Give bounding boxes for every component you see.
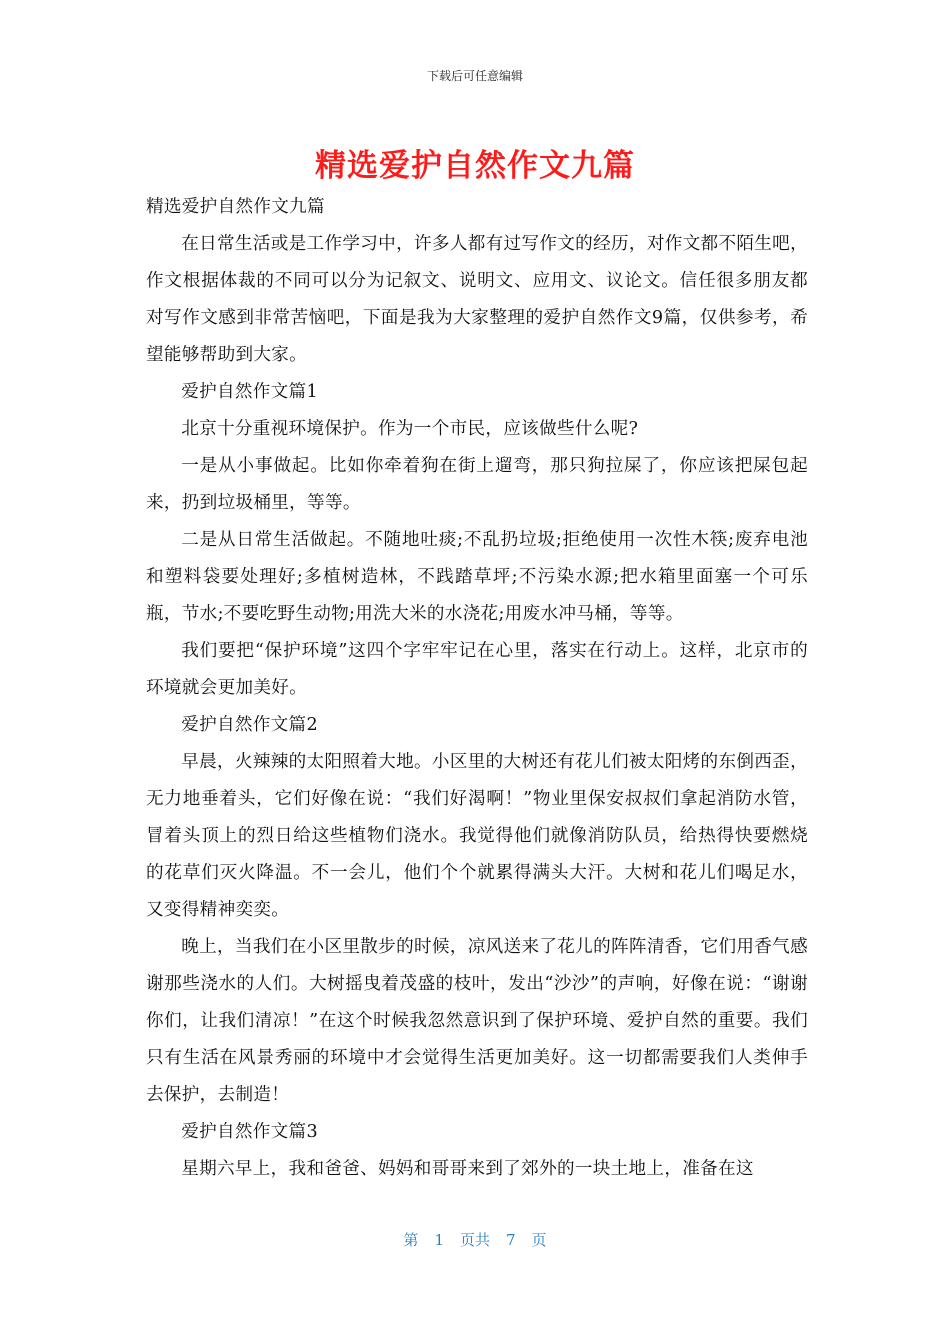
- paragraph: 星期六早上，我和爸爸、妈妈和哥哥来到了郊外的一块土地上，准备在这: [181, 1159, 754, 1179]
- paragraph: 我们要把“保护环境”这四个字牢牢记在心里，落实在行动上。这样，北京市的环境就会更加美好。: [146, 641, 808, 698]
- paragraph: 北京十分重视环境保护。作为一个市民，应该做些什么呢?: [181, 419, 639, 439]
- document-body: [146, 189, 808, 1188]
- paragraph: 晚上，当我们在小区里散步的时候，凉风送来了花儿的阵阵清香，它们用香气感谢那些浇水的人们。大树摇曳着茂盛的枝叶，发出“沙沙”的声响，好像在说：“谢谢你们，让我们清凉！”在这个时候我忽然意识到了保护环境、爱护自然的重要。我们只有生活在风景秀丽的环境中才会觉得生活更加美好。这一切都需要我们人类伸手去保护，去制造！: [146, 937, 808, 1105]
- section-heading: 爱护自然作文篇3: [181, 1122, 318, 1142]
- footer-page-number: 1: [434, 1231, 444, 1249]
- paragraph: 在日常生活或是工作学习中，许多人都有过写作文的经历，对作文都不陌生吧，作文根据体裁的不同可以分为记叙文、说明文、应用文、议论文。信任很多朋友都对写作文感到非常苦恼吧，下面是我为大家整理的爱护自然作文9篇，仅供参考，希望能够帮助到大家。: [146, 234, 808, 365]
- document-title: 精选爱护自然作文九篇: [315, 148, 635, 184]
- paragraph: 一是从小事做起。比如你牵着狗在街上遛弯，那只狗拉屎了，你应该把屎包起来，扔到垃圾桶里，等等。: [146, 456, 808, 513]
- page-footer: [0, 1229, 950, 1250]
- section-heading: 爱护自然作文篇1: [181, 382, 318, 402]
- header-note: 下载后可任意编辑: [426, 69, 523, 83]
- footer-total-pages: 7: [506, 1231, 516, 1249]
- paragraph: 早晨，火辣辣的太阳照着大地。小区里的大树还有花儿们被太阳烤的东倒西歪，无力地垂着头，它们好像在说：“我们好渴啊！”物业里保安叔叔们拿起消防水管，冒着头顶上的烈日给这些植物们浇水。我觉得他们就像消防队员，给热得快要燃烧的花草们灭火降温。不一会儿，他们个个就累得满头大汗。大树和花儿们喝足水，又变得精神奕奕。: [146, 752, 808, 920]
- footer-total-prefix: 页共: [459, 1231, 490, 1249]
- section-heading: 爱护自然作文篇2: [181, 715, 318, 735]
- footer-page-word: 第: [403, 1231, 419, 1249]
- paragraph: 精选爱护自然作文九篇: [146, 197, 325, 217]
- paragraph: 二是从日常生活做起。不随地吐痰;不乱扔垃圾;拒绝使用一次性木筷;废弃电池和塑料袋要处理好;多植树造林，不践踏草坪;不污染水源;把水箱里面塞一个可乐瓶，节水;不要吃野生动物;用洗大米的水浇花;用废水冲马桶，等等。: [146, 530, 808, 624]
- footer-page-suffix: 页: [531, 1231, 547, 1249]
